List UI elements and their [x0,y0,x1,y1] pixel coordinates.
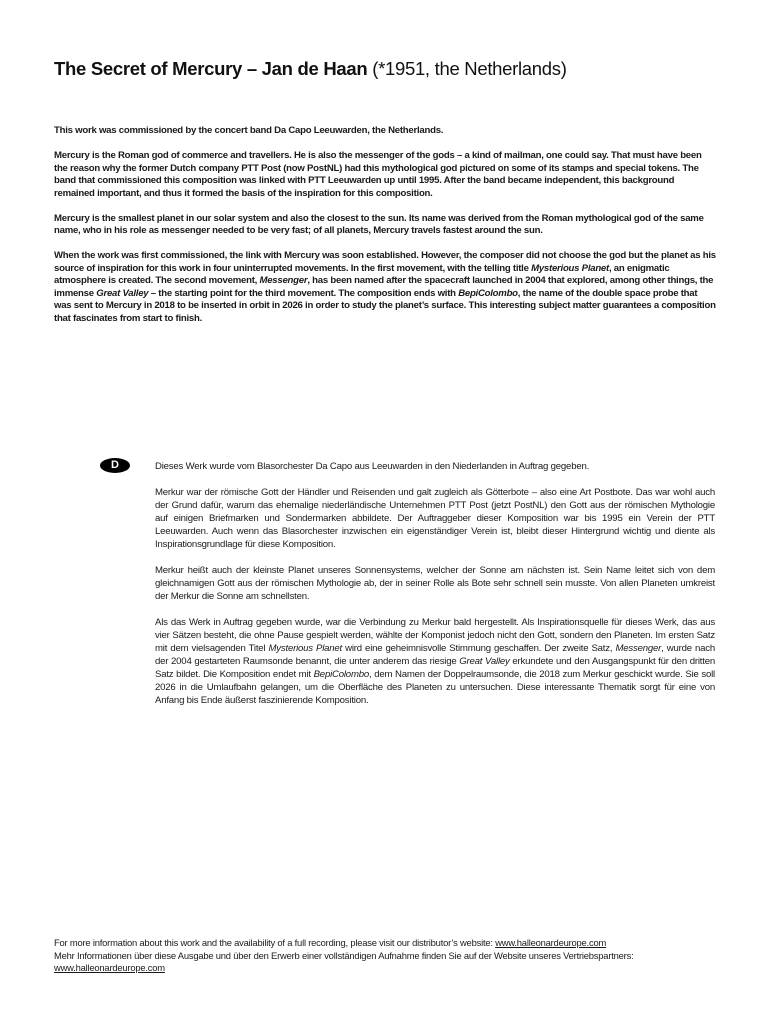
footer-german [54,950,734,975]
title-great-valley: Great Valley [96,287,149,299]
en-paragraph-movements [54,250,716,325]
text-run: wird eine geheimnisvolle Stimmung geschaffen. Der zweite Satz, [342,643,616,654]
en-paragraph-commission: This work was commissioned by the concert band Da Capo Leeuwarden, the Netherlands. [54,125,444,136]
en-paragraph-god: Mercury is the Roman god of commerce and travellers. He is also the messenger of the gods – a kind of mailman, one could say. That must have been the reason why the former Dutch company PTT Post (now PostNL) had this mythological god pictured on some of its stamps and special tokens. The band that commissioned this composition was linked with PTT Leeuwarden up until 1995. After the band became independent, this background remained important, and thus it formed the basis of the inspiration for this composition. [54,150,702,199]
english-section [54,125,716,338]
text-run: Als das Werk in Auftrag gegeben wurde, war die Verbindung zu Merkur bald hergestellt. Als Inspirationsquelle für dieses Werk, das aus vier Sätzen besteht, die ohne Pause gespielt werden, wählte der Komponist jedoch nicht den Gott, sondern den Planeten. Im ersten Satz mit dem vielsagenden Titel [155,617,715,654]
de-paragraph-planet: Merkur heißt auch der kleinste Planet unseres Sonnensystems, welcher der Sonne am nächsten ist. Sein Name leitet sich von dem gleichnamigen Gott aus der römischen Mythologie ab, der in seiner Rolle als Bote sehr schnell sein musste. Von allen Planeten umkreist der Merkur die Sonne am schnellsten. [155,565,715,602]
de-paragraph-movements [155,616,715,707]
title-mysterious-planet: Mysterious Planet [531,262,609,274]
text-run: – the starting point for the third movement. The composition ends with [148,287,459,299]
title-great-valley: Great Valley [459,656,510,667]
text-run: , has been named after the spacecraft launched in 2004 that explored, among other things, the immense [54,275,714,299]
text-run: When the work was first commissioned, the link with Mercury was soon established. However, the composer did not choose the god but the planet as his source of inspiration for this work in four uninterrupted movements. In the first movement, with the telling title [54,250,716,274]
title-messenger: Messenger [259,275,308,286]
german-language-badge: D [100,458,130,473]
title-bepicolombo: BepiColombo [458,287,518,299]
title-main: The Secret of Mercury – Jan de Haan [54,58,368,79]
title-mysterious-planet: Mysterious Planet [268,643,343,654]
footer-english [54,937,734,950]
de-paragraph-god: Merkur war der römische Gott der Händler und Reisenden und galt zugleich als Götterbote – also eine Art Postbote. Das war wohl auch der Grund dafür, warum das ehemalige niederländische Unternehmen PTT Post (jetzt PostNL) den Gott aus der römischen Mythologie auf einigen Briefmarken und Sondermarken abbildete. Der Auftraggeber dieser Komposition war bis 1995 ein Verein der PTT Leeuwarden. Auch wenn das Blasorchester inzwischen ein eigenständiger Verein ist, bleibt dieser Hintergrund wichtig und diente als Inspirationsgrundlage für diese Komposition. [155,487,715,550]
text-run: , dem Namen der Doppelraumsonde, die 2018 zum Merkur geschickt wurde. Sie soll 2026 in die Umlaufbahn gelangen, um die Oberfläche des Planeten zu untersuchen. Diese interessante Thematik sorgt für eine von Anfang bis Ende äußerst faszinierende Komposition. [155,669,715,706]
footer-en-text: For more information about this work and the availability of a full recording, please visit our distributor’s website: [54,937,496,948]
text-run: , the name of the double space probe that was sent to Mercury in 2018 to be inserted in orbit in 2026 in order to study the planet’s surface. This interesting subject matter guarantees a composition that fascinates from start to finish. [54,287,716,324]
text-run: erkundete und den Ausgangspunkt für den dritten Satz bildet. Die Komposition endet mit [155,656,715,680]
en-paragraph-planet: Mercury is the smallest planet in our solar system and also the closest to the sun. Its name was derived from the Roman mythological god of the same name, who in his role as messenger needed to be very fast; of all planets, Mercury travels fastest around the sun. [54,212,704,236]
german-section [155,460,715,720]
title-messenger: Messenger [615,643,662,654]
title-bepicolombo: BepiColombo [313,669,370,680]
footer [54,937,734,975]
de-paragraph-commission: Dieses Werk wurde vom Blasorchester Da Capo aus Leeuwarden in den Niederlanden in Auftrag gegeben. [155,461,590,472]
page-title [54,58,734,80]
title-subtitle: (*1951, the Netherlands) [367,58,567,79]
footer-de-text: Mehr Informationen über diese Ausgabe und über den Erwerb einer vollständigen Aufnahme finden Sie auf der Website unseres Vertriebspartners: [54,949,634,961]
distributor-link-en[interactable]: www.halleonardeurope.com [495,937,607,948]
distributor-link-de[interactable]: www.halleonardeurope.com [54,962,165,973]
text-run: , wurde nach der 2004 gestarteten Raumsonde benannt, die unter anderem das riesige [155,643,715,667]
text-run: , an enigmatic atmosphere is created. The second movement, [54,262,670,286]
